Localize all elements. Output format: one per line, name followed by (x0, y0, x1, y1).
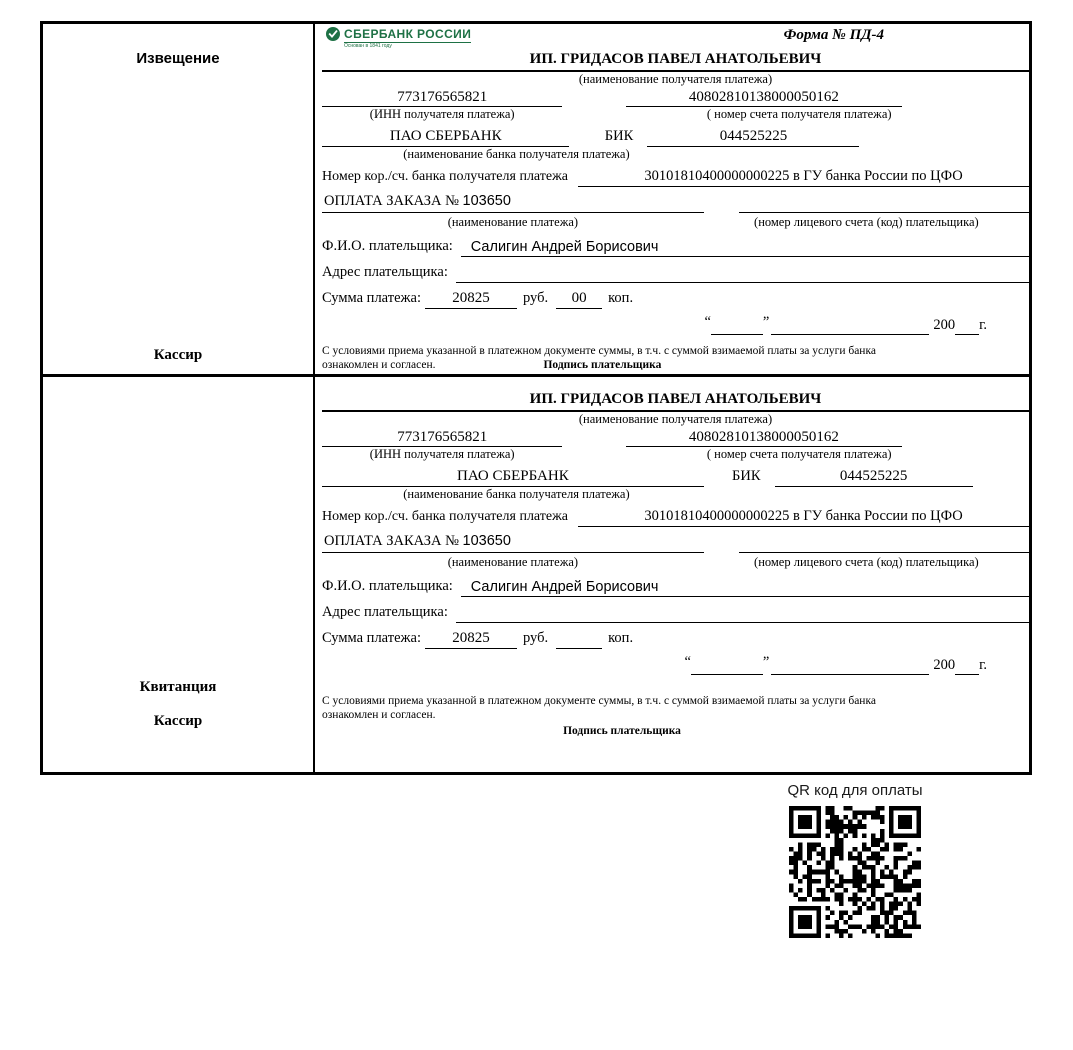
notice-main (315, 24, 1029, 374)
quote-close: ” (762, 653, 770, 670)
date-month-blank (771, 317, 929, 335)
bik-value: 044525225 (775, 468, 973, 487)
sberbank-emblem-icon (326, 27, 340, 46)
purpose-caption-row (322, 215, 1029, 229)
sberbank-logo (326, 27, 471, 49)
quote-open: “ (704, 313, 711, 330)
payment-purpose (322, 193, 704, 213)
notice-label: Извещение (136, 50, 220, 67)
year-prefix: 200 (933, 656, 956, 673)
payer-signature-label: Подпись плательщика (543, 358, 662, 371)
personal-account-blank (739, 195, 1029, 213)
payer-address-label: Адрес плательщика: (322, 263, 448, 280)
payer-address-row (322, 264, 1029, 283)
year-blank (955, 317, 979, 335)
notice-cashier-label: Кассир (153, 347, 203, 363)
inn-account-row (322, 89, 1029, 107)
bank-caption: (наименование банка получателя платежа) (403, 486, 630, 501)
terms-line1: С условиями приема указанной в платежном документе суммы, в т.ч. с суммой взимаемой платы за услуги банка (322, 694, 876, 707)
inn-account-captions (322, 107, 1029, 121)
receipt-section (43, 374, 1029, 772)
bank-caption-row (322, 147, 1029, 161)
form-number: Форма № ПД-4 (783, 27, 884, 43)
corr-value: 30101810400000000225 в ГУ банка России по ЦФО (578, 168, 1029, 187)
payment-purpose-row (322, 533, 1029, 553)
payer-name-value: Салигин Андрей Борисович (461, 239, 1029, 257)
receipt-side-column (43, 377, 315, 772)
qr-caption: QR код для оплаты (787, 782, 923, 799)
corr-value: 30101810400000000225 в ГУ банка России по ЦФО (578, 508, 1029, 527)
account-caption: ( номер счета получателя платежа) (706, 447, 892, 462)
terms-text (322, 694, 990, 723)
kop-unit: коп. (608, 289, 634, 306)
corr-label: Номер кор./сч. банка получателя платежа (322, 509, 568, 525)
recipient-caption: (наименование получателя платежа) (578, 412, 773, 426)
receipt-cashier-label: Кассир (153, 713, 203, 729)
date-row (322, 314, 1029, 335)
rub-unit: руб. (523, 629, 549, 646)
payment-purpose (322, 533, 704, 553)
terms-line1: С условиями приема указанной в платежном документе суммы, в т.ч. с суммой взимаемой платы за услуги банка (322, 344, 876, 357)
rub-unit: руб. (523, 289, 549, 306)
year-suffix: г. (979, 316, 987, 333)
date-day-blank (711, 317, 763, 335)
quote-close: ” (762, 313, 770, 330)
bik-label: БИК (732, 467, 761, 484)
payer-name-row (322, 578, 1029, 597)
payer-name-value: Салигин Андрей Борисович (461, 579, 1029, 597)
bank-name: ПАО СБЕРБАНК (322, 468, 704, 487)
account-value: 40802810138000050162 (626, 89, 902, 107)
date-month-blank (771, 657, 929, 675)
year-blank (955, 657, 979, 675)
purpose-caption: (наименование платежа) (447, 215, 579, 230)
payment-purpose-row (322, 193, 1029, 213)
inn-account-captions (322, 447, 1029, 461)
year-suffix: г. (979, 656, 987, 673)
inn-caption: (ИНН получателя платежа) (369, 447, 515, 462)
amount-kop-value: 00 (556, 290, 602, 309)
account-caption: ( номер счета получателя платежа) (706, 107, 892, 122)
payer-address-label: Адрес плательщика: (322, 603, 448, 620)
payer-signature-label: Подпись плательщика (563, 725, 681, 738)
bank-name: ПАО СБЕРБАНК (322, 128, 569, 147)
purpose-caption: (наименование платежа) (447, 555, 579, 570)
payer-name-label: Ф.И.О. плательщика: (322, 577, 453, 594)
order-number: 103650 (462, 533, 511, 550)
date-day-blank (691, 657, 763, 675)
payer-address-row (322, 604, 1029, 623)
amount-row (322, 290, 1029, 309)
terms-line2: ознакомлен и согласен. (322, 708, 436, 721)
corr-account-row (322, 508, 1029, 527)
bank-caption-row (322, 487, 1029, 501)
inn-account-row (322, 429, 1029, 447)
amount-rub-value: 20825 (425, 630, 517, 649)
personal-account-caption: (номер лицевого счета (код) плательщика) (754, 215, 979, 230)
receipt-main (315, 377, 1029, 772)
date-row (322, 654, 1029, 675)
purpose-label: ОПЛАТА ЗАКАЗА № (324, 193, 459, 210)
inn-value: 773176565821 (322, 429, 562, 447)
bank-row (322, 128, 1029, 147)
payer-address-blank (456, 264, 1029, 283)
amount-label: Сумма платежа: (322, 629, 421, 646)
bik-value: 044525225 (647, 128, 859, 147)
personal-account-blank (739, 535, 1029, 553)
amount-rub-value: 20825 (425, 290, 517, 309)
amount-kop-value (556, 647, 602, 649)
quote-open: “ (684, 653, 691, 670)
kop-unit: коп. (608, 629, 634, 646)
personal-account-caption: (номер лицевого счета (код) плательщика) (754, 555, 979, 570)
corr-account-row (322, 168, 1029, 187)
account-value: 40802810138000050162 (626, 429, 902, 447)
inn-caption: (ИНН получателя платежа) (369, 107, 515, 122)
amount-label: Сумма платежа: (322, 289, 421, 306)
notice-section (43, 24, 1029, 374)
sberbank-logo-text: СБЕРБАНК РОССИИ (344, 27, 472, 41)
corr-label: Номер кор./сч. банка получателя платежа (322, 169, 568, 185)
qr-code (789, 806, 921, 938)
payer-address-blank (456, 604, 1029, 623)
notice-header-row (322, 24, 1029, 51)
recipient-name: ИП. ГРИДАСОВ ПАВЕЛ АНАТОЛЬЕВИЧ (322, 391, 1029, 412)
terms-line2: ознакомлен и согласен. (322, 358, 436, 371)
payer-name-row (322, 238, 1029, 257)
order-number: 103650 (462, 193, 511, 210)
amount-row (322, 630, 1029, 649)
receipt-label: Квитанция (139, 679, 217, 695)
purpose-label: ОПЛАТА ЗАКАЗА № (324, 533, 459, 550)
bank-row (322, 468, 1029, 487)
year-prefix: 200 (933, 316, 956, 333)
recipient-caption: (наименование получателя платежа) (578, 72, 773, 86)
sberbank-logo-tagline: Основан в 1841 году (344, 43, 392, 49)
bank-caption: (наименование банка получателя платежа) (403, 146, 630, 161)
notice-side-column (43, 24, 315, 374)
inn-value: 773176565821 (322, 89, 562, 107)
payer-name-label: Ф.И.О. плательщика: (322, 237, 453, 254)
payment-form-pd4 (40, 21, 1032, 775)
recipient-name: ИП. ГРИДАСОВ ПАВЕЛ АНАТОЛЬЕВИЧ (322, 51, 1029, 72)
qr-payment-block (775, 782, 935, 938)
purpose-caption-row (322, 555, 1029, 569)
bik-label: БИК (604, 127, 634, 144)
terms-text (322, 344, 990, 373)
